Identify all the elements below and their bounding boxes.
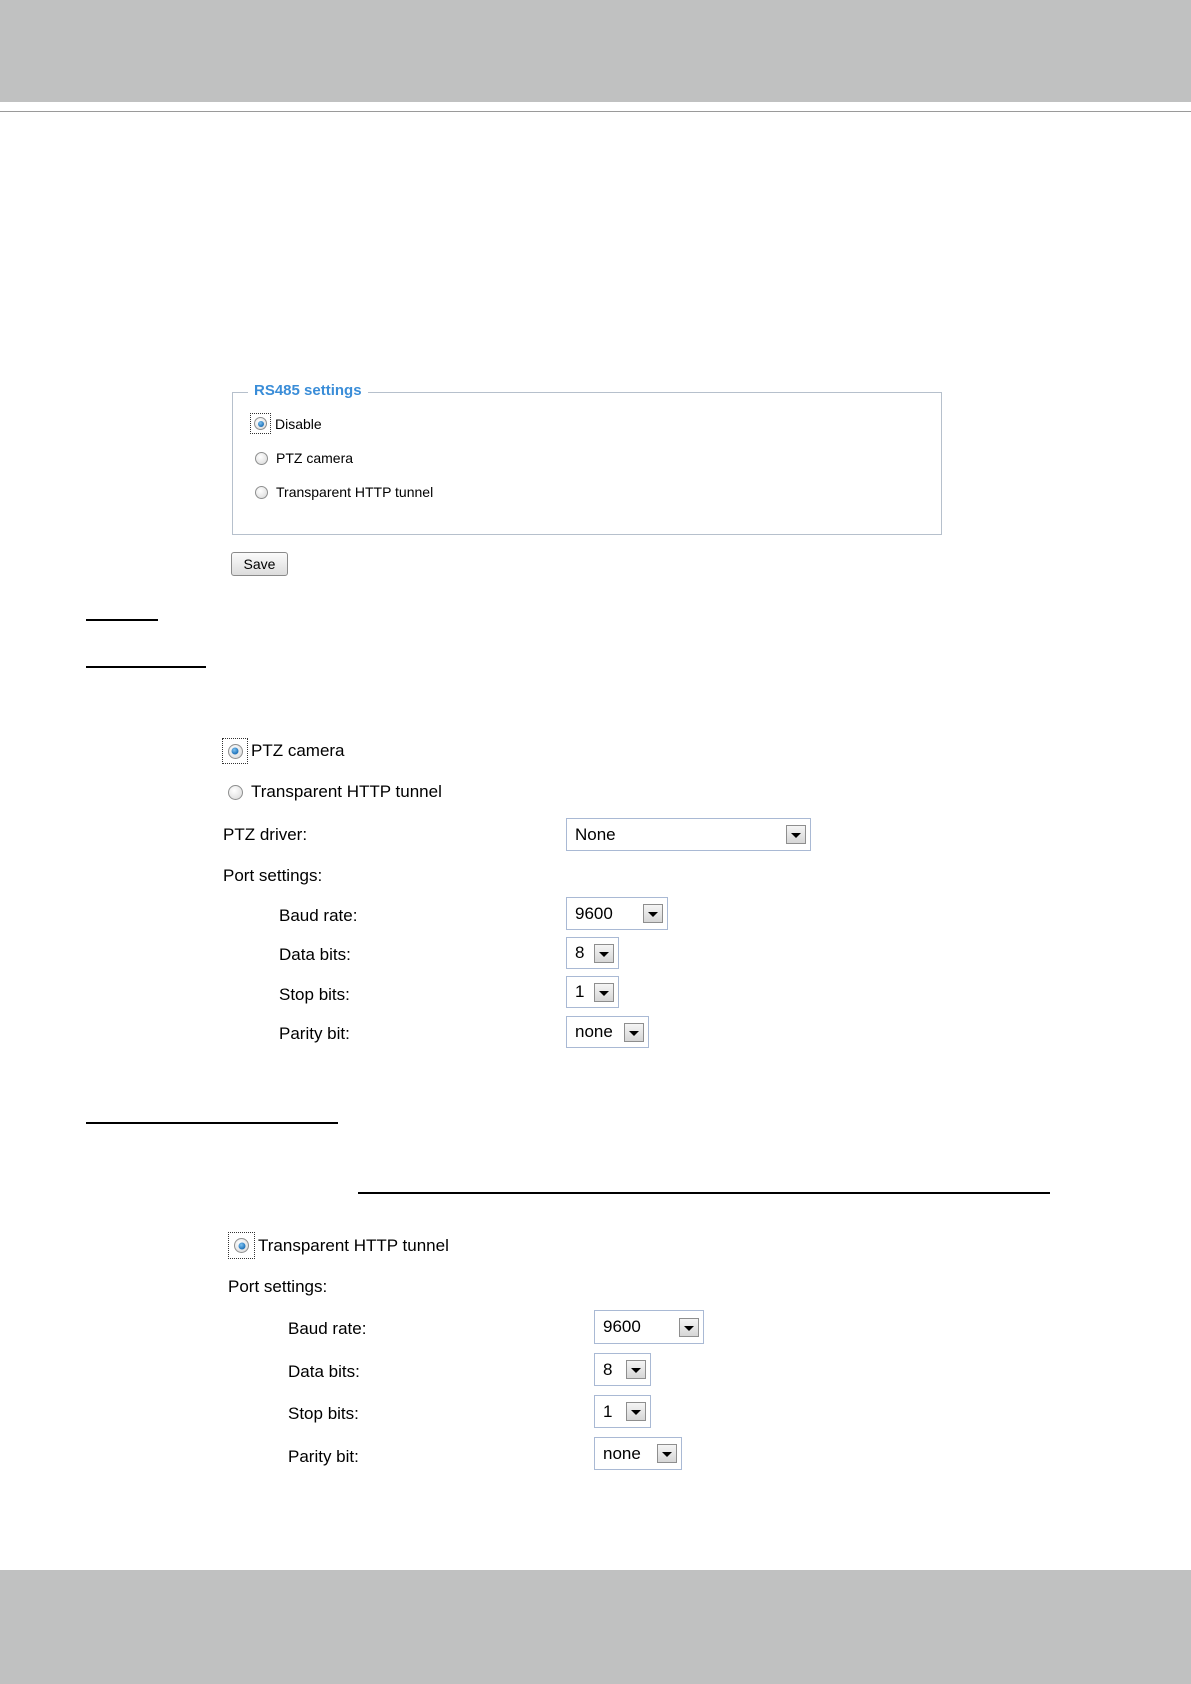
chevron-down-icon[interactable] — [626, 1360, 646, 1379]
rs485-settings-legend: RS485 settings — [248, 382, 368, 399]
radio-checked-icon[interactable] — [234, 1238, 249, 1253]
chevron-down-icon[interactable] — [624, 1023, 644, 1042]
tunnel-option-label: Transparent HTTP tunnel — [258, 1235, 449, 1255]
chevron-down-icon[interactable] — [679, 1318, 699, 1337]
data-bits-value: 8 — [603, 1359, 613, 1379]
heading-underline — [86, 1122, 338, 1124]
data-bits-label: Data bits: — [279, 945, 351, 964]
rs485-option-disable[interactable] — [250, 413, 322, 434]
tunnel-option-http-tunnel[interactable] — [228, 1232, 449, 1259]
port-settings-label: Port settings: — [228, 1277, 328, 1296]
chevron-down-icon[interactable] — [626, 1402, 646, 1421]
ptz-driver-label: PTZ driver: — [223, 825, 308, 844]
parity-bit-value: none — [575, 1022, 613, 1041]
ptz-option-label: PTZ camera — [251, 741, 345, 760]
rs485-option-label: Transparent HTTP tunnel — [276, 484, 434, 500]
baud-rate-select[interactable] — [566, 897, 668, 930]
chevron-down-icon[interactable] — [594, 983, 614, 1002]
radio-unchecked-icon[interactable] — [255, 486, 268, 499]
chevron-down-icon[interactable] — [657, 1444, 677, 1463]
header-band — [0, 0, 1191, 102]
heading-underline — [86, 619, 158, 621]
stop-bits-label: Stop bits: — [279, 985, 350, 1004]
data-bits-select[interactable] — [566, 937, 619, 969]
radio-unchecked-icon[interactable] — [255, 452, 268, 465]
stop-bits-select[interactable] — [566, 976, 619, 1008]
rs485-settings-panel — [232, 382, 942, 535]
rs485-option-label: Disable — [275, 415, 322, 432]
footer-band — [0, 1570, 1191, 1684]
baud-rate-value: 9600 — [575, 903, 613, 923]
baud-rate-select[interactable] — [594, 1310, 704, 1344]
chevron-down-icon[interactable] — [786, 825, 806, 844]
focus-outline — [228, 1232, 255, 1259]
stop-bits-value: 1 — [575, 982, 585, 1001]
text-underline — [358, 1192, 1050, 1194]
stop-bits-value: 1 — [603, 1401, 613, 1421]
ptz-driver-value: None — [575, 824, 616, 844]
parity-bit-value: none — [603, 1443, 641, 1463]
stop-bits-label: Stop bits: — [288, 1404, 359, 1423]
rs485-option-label: PTZ camera — [276, 450, 354, 466]
parity-bit-label: Parity bit: — [288, 1447, 359, 1466]
port-settings-label: Port settings: — [223, 866, 323, 885]
focus-outline — [250, 413, 271, 434]
save-button[interactable]: Save — [231, 552, 288, 576]
rs485-option-http-tunnel[interactable] — [255, 484, 433, 500]
chevron-down-icon[interactable] — [643, 904, 663, 923]
chevron-down-icon[interactable] — [594, 944, 614, 963]
focus-outline — [222, 738, 248, 764]
radio-checked-icon[interactable] — [254, 417, 267, 430]
radio-unchecked-icon[interactable] — [228, 785, 243, 800]
ptz-option-http-tunnel[interactable] — [228, 782, 442, 802]
stop-bits-select[interactable] — [594, 1395, 651, 1428]
baud-rate-value: 9600 — [603, 1317, 641, 1336]
data-bits-label: Data bits: — [288, 1362, 360, 1381]
data-bits-value: 8 — [575, 943, 585, 962]
baud-rate-label: Baud rate: — [288, 1319, 367, 1338]
header-rule — [0, 111, 1191, 112]
parity-bit-label: Parity bit: — [279, 1024, 350, 1043]
data-bits-select[interactable] — [594, 1353, 651, 1386]
radio-checked-icon[interactable] — [228, 744, 243, 759]
ptz-driver-select[interactable] — [566, 818, 811, 851]
rs485-option-ptz-camera[interactable] — [255, 450, 353, 466]
heading-underline — [86, 666, 206, 668]
parity-bit-select[interactable] — [566, 1016, 649, 1048]
ptz-option-ptz-camera[interactable] — [222, 738, 345, 764]
ptz-option-label: Transparent HTTP tunnel — [251, 782, 442, 801]
baud-rate-label: Baud rate: — [279, 906, 358, 925]
parity-bit-select[interactable] — [594, 1437, 682, 1470]
